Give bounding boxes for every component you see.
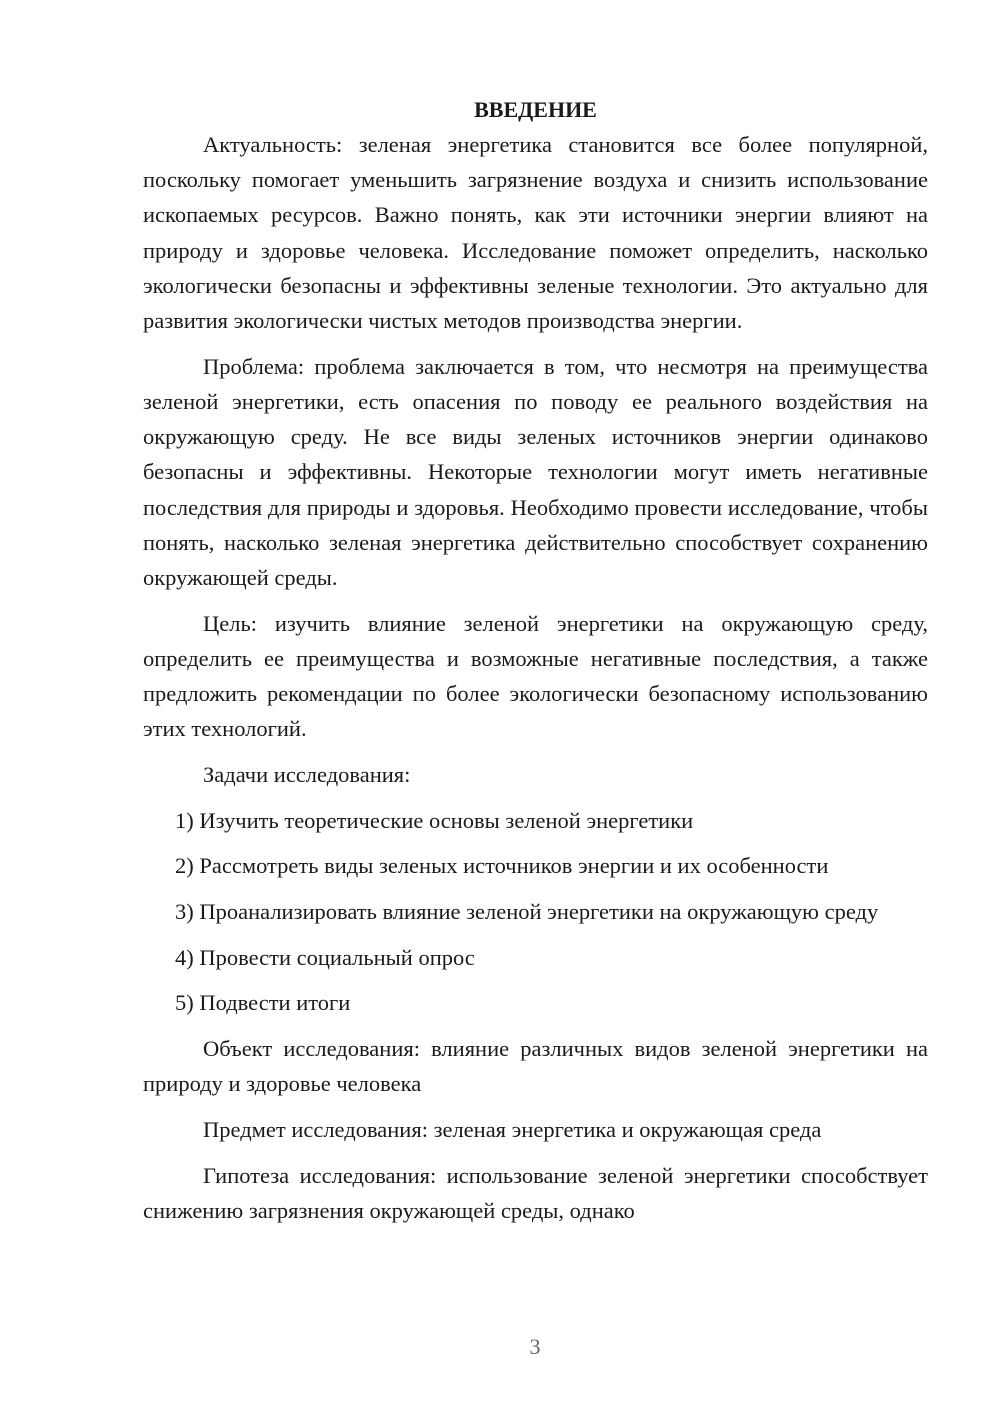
task-item: 2) Рассмотреть виды зеленых источников энергии и их особенности — [175, 853, 829, 879]
document-page — [143, 92, 928, 1239]
task-item: 1) Изучить теоретические основы зеленой энергетики — [175, 807, 694, 833]
relevance-paragraph: Актуальность: зеленая энергетика становится все более популярной, поскольку помогает уменьшить загрязнение воздуха и снизить использование ископаемых ресурсов. Важно понять, как эти источники энергии влияют на природу и здоровье человека. Исследование поможет определить, насколько экологически безопасны и эффективны зеленые технологии. Это актуально для развития экологически чистых методов производства энергии. — [143, 132, 928, 334]
object-paragraph: Объект исследования: влияние различных видов зеленой энергетики на природу и здоровье человека — [143, 1036, 928, 1097]
page-title: ВВЕДЕНИЕ — [474, 97, 597, 122]
goal-paragraph: Цель: изучить влияние зеленой энергетики на окружающую среду, определить ее преимущества и возможные негативные последствия, а также предложить рекомендации по более экологически безопасному использованию этих технологий. — [143, 610, 928, 742]
task-item: 3) Проанализировать влияние зеленой энергетики на окружающую среду — [175, 899, 879, 925]
hypothesis-paragraph: Гипотеза исследования: использование зеленой энергетики способствует снижению загрязнения окружающей среды, однако — [143, 1162, 928, 1223]
task-item: 4) Провести социальный опрос — [175, 944, 475, 970]
problem-paragraph: Проблема: проблема заключается в том, что несмотря на преимущества зеленой энергетики, есть опасения по поводу ее реального воздействия на окружающую среду. Не все виды зеленых источников энергии одинаково безопасны и эффективны. Некоторые технологии могут иметь негативные последствия для природы и здоровья. Необходимо провести исследование, чтобы понять, насколько зеленая энергетика действительно способствует сохранению окружающей среды. — [143, 353, 928, 590]
page-number: 3 — [529, 1334, 541, 1359]
task-item: 5) Подвести итоги — [175, 990, 351, 1016]
subject-paragraph: Предмет исследования: зеленая энергетика и окружающая среда — [203, 1117, 822, 1143]
tasks-heading: Задачи исследования: — [203, 761, 411, 787]
